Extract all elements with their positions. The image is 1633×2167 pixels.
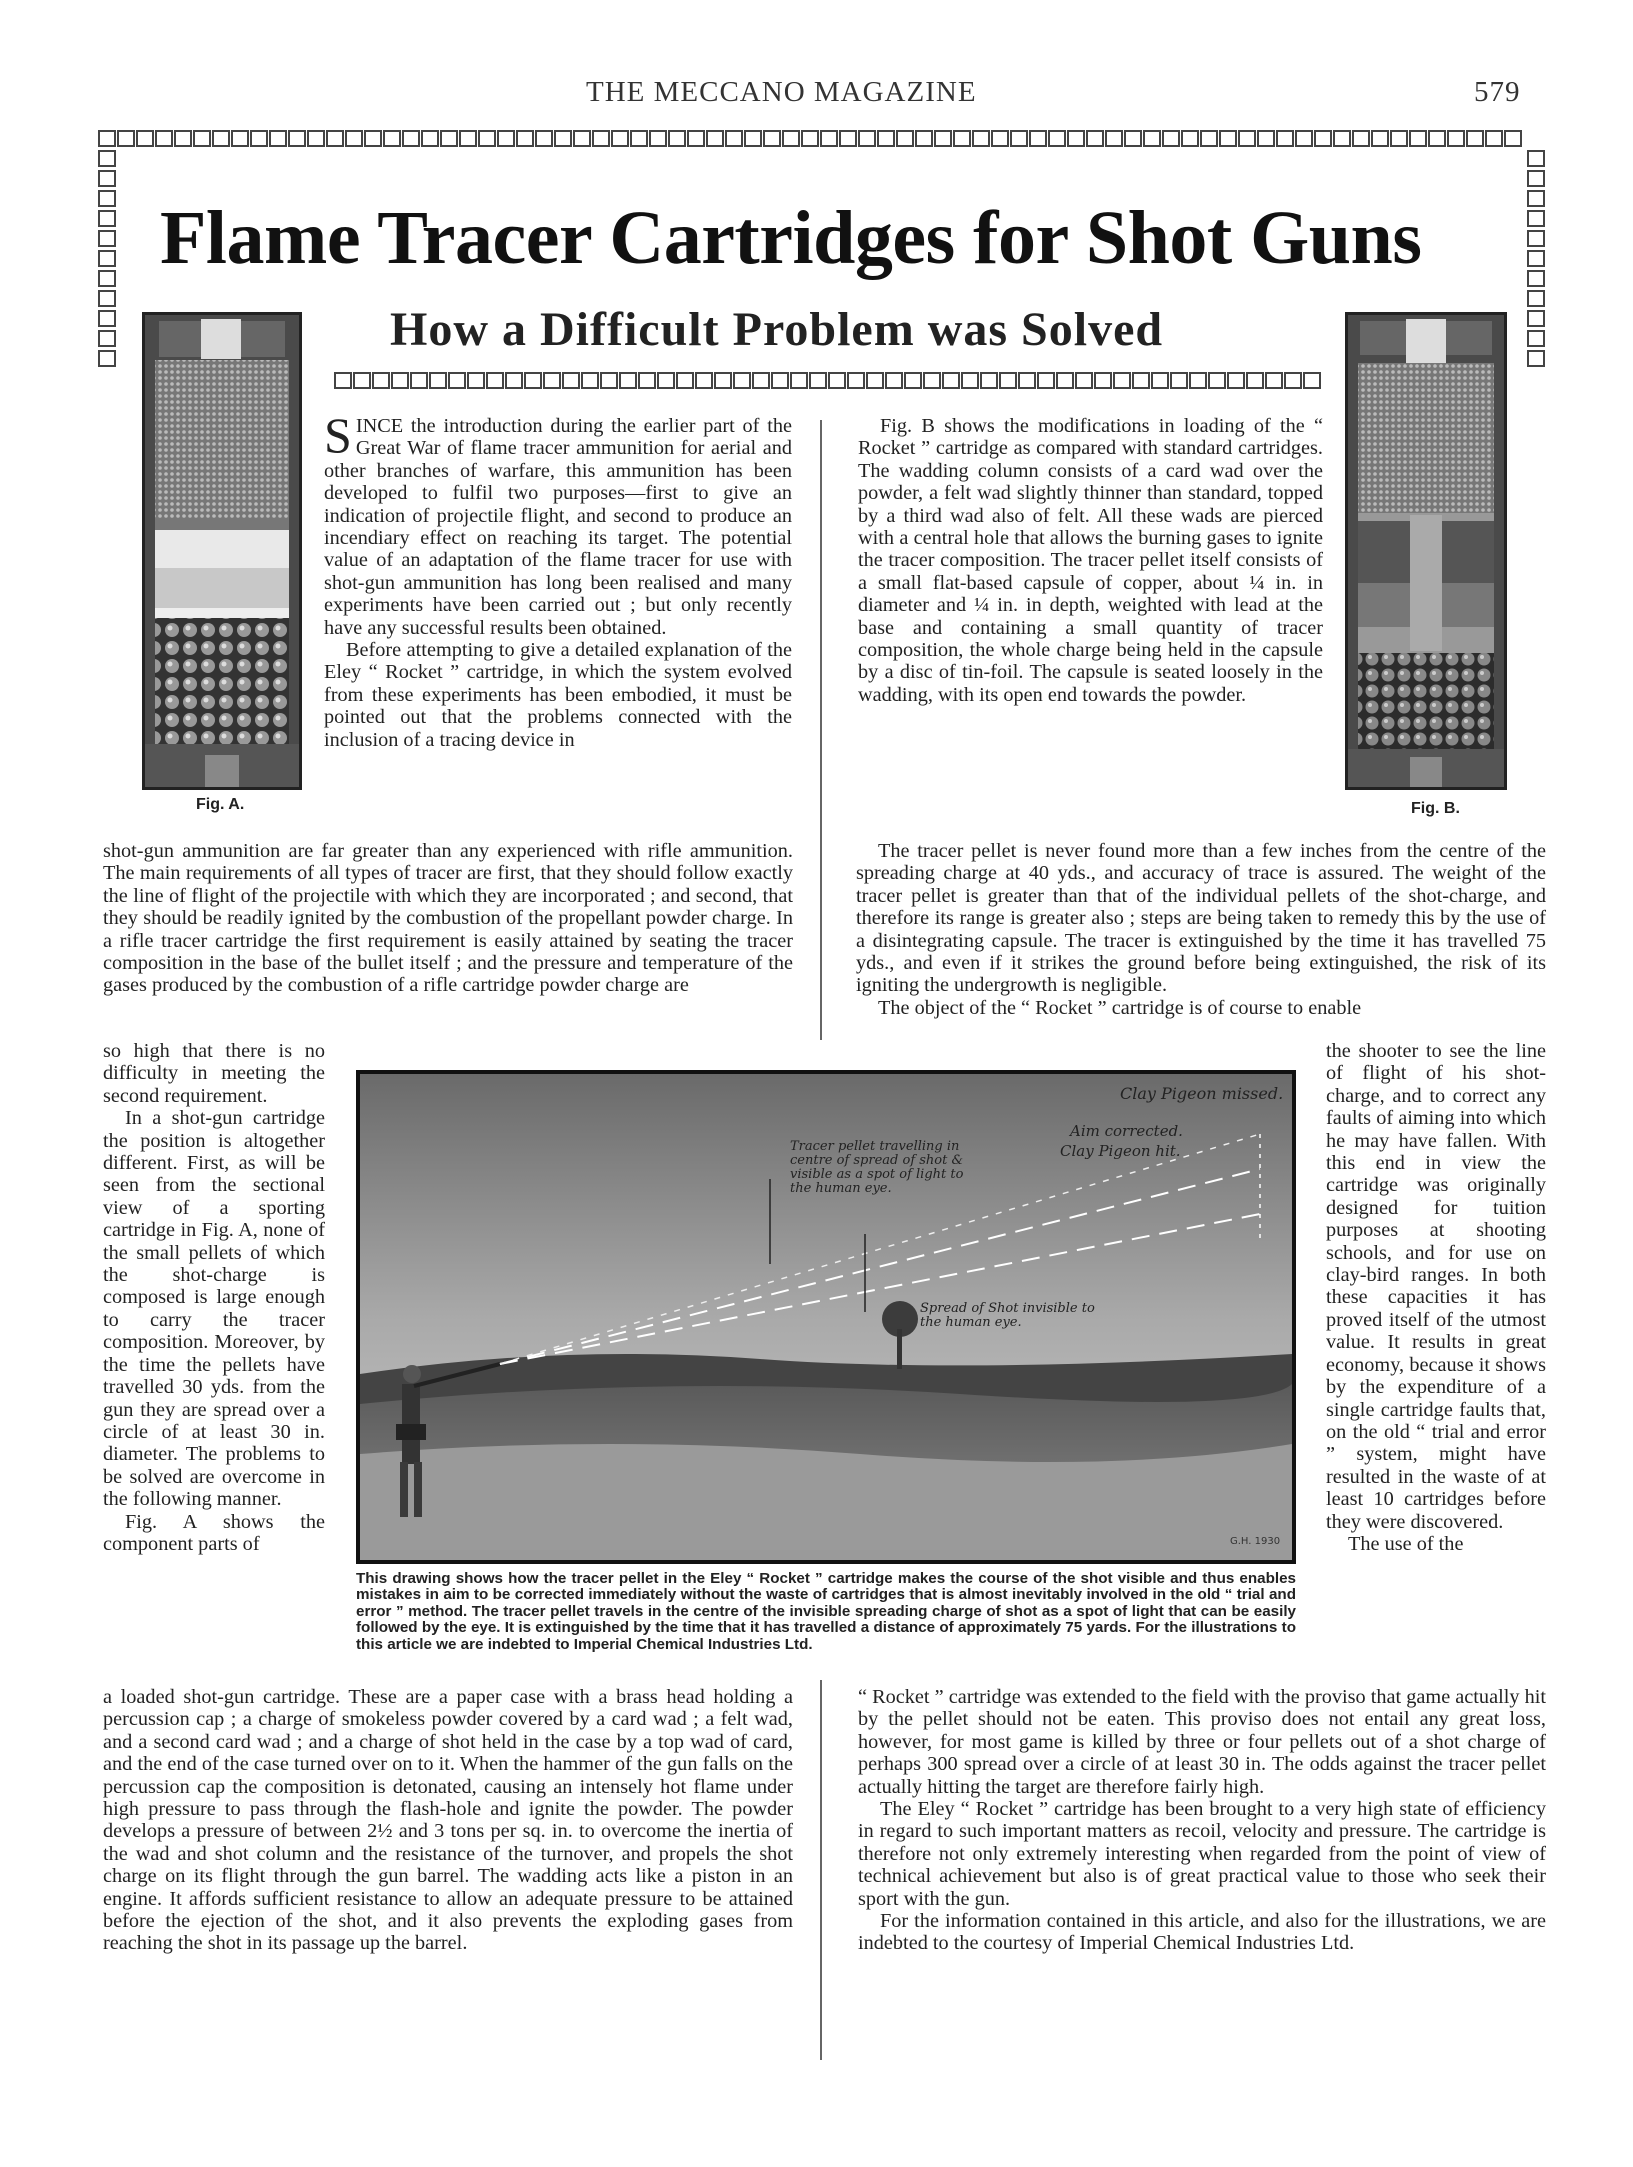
border-square [383, 130, 401, 147]
fig-a-cartridge-drawing [142, 312, 302, 790]
border-square [1143, 130, 1161, 147]
border-square [820, 130, 838, 147]
border-square [429, 372, 447, 389]
border-square [600, 372, 618, 389]
border-square [839, 130, 857, 147]
right-column-full [856, 840, 1546, 1019]
border-square [1276, 130, 1294, 147]
shooting-scene [360, 1074, 1292, 1560]
border-square [562, 372, 580, 389]
border-square [1219, 130, 1237, 147]
border-square [581, 372, 599, 389]
border-square [904, 372, 922, 389]
border-square [1200, 130, 1218, 147]
border-square [98, 150, 116, 167]
border-square [1132, 372, 1150, 389]
border-square [269, 130, 287, 147]
border-square [676, 372, 694, 389]
border-square [668, 130, 686, 147]
border-square [288, 130, 306, 147]
border-square [98, 210, 116, 227]
paragraph-intro [324, 407, 792, 639]
border-square [1162, 130, 1180, 147]
left-column-narrow [103, 1040, 325, 1555]
border-square [1466, 130, 1484, 147]
border-square [448, 372, 466, 389]
border-square [1527, 270, 1545, 287]
border-square [649, 130, 667, 147]
border-square [1037, 372, 1055, 389]
border-square [752, 372, 770, 389]
tracer-illustration [356, 1070, 1296, 1564]
left-column-bottom [103, 1686, 793, 1955]
paragraph-narrow-1: so high that there is no difficulty in meeting the second requirement. [103, 1040, 325, 1107]
right-column-top [858, 415, 1323, 706]
top-square-border [98, 130, 1522, 147]
border-square [1485, 130, 1503, 147]
border-square [250, 130, 268, 147]
aim-corrected-label: Aim corrected. [1070, 1122, 1183, 1140]
left-square-border [98, 150, 116, 367]
border-square [801, 130, 819, 147]
border-square [1527, 210, 1545, 227]
border-square [961, 372, 979, 389]
border-square [611, 130, 629, 147]
right-column-narrow [1326, 1040, 1546, 1555]
border-square [1527, 170, 1545, 187]
border-square [98, 330, 116, 347]
border-square [1527, 190, 1545, 207]
spread-of-shot-label: Spread of Shot invisible to the human eye. [920, 1302, 1095, 1330]
border-square [1314, 130, 1332, 147]
border-square [1067, 130, 1085, 147]
clay-missed-label: Clay Pigeon missed. [1120, 1084, 1284, 1103]
border-square [733, 372, 751, 389]
border-square [1105, 130, 1123, 147]
paragraph-field: “ Rocket ” cartridge was extended to the field with the proviso that game actually hit by the pellet should not be eaten. This proviso does not entail any great loss, however, for most game is killed by three or four pellets out of a shot charge of perhaps 300 spread over a circle of at least 30 in. The odds against the tracer pellet actually hitting the target are therefore fairly high. [858, 1686, 1546, 1798]
border-square [1246, 372, 1264, 389]
paragraph-before: Before attempting to give a detailed explanation of the Eley “ Rocket ” cartridge, in which the system evolved from these experiments has been embodied, it must be pointed out that the problems connected with the inclusion of a tracing device in [324, 639, 792, 751]
border-square [1409, 130, 1427, 147]
border-square [231, 130, 249, 147]
border-square [858, 130, 876, 147]
border-square [1238, 130, 1256, 147]
border-square [1527, 230, 1545, 247]
border-square [725, 130, 743, 147]
border-square [953, 130, 971, 147]
border-square [421, 130, 439, 147]
border-square [136, 130, 154, 147]
column-rule-bottom [820, 1680, 822, 2060]
left-column-top [324, 407, 792, 751]
border-square [155, 130, 173, 147]
paragraph-intro-text: INCE the introduction during the earlier part of the Great War of flame tracer ammunition for aerial and other branches of warfare, this ammunition has been developed to fulfil two purposes—first to give an indication of projectile flight, and second to produce an incendiary effect on reaching its target. The potential value of an adaptation of the flame tracer for use with shot-gun ammunition has long been realised and many experiments have been carried out ; but only recently have any successful results been obtained. [324, 415, 792, 639]
border-square [117, 130, 135, 147]
border-square [391, 372, 409, 389]
border-square [524, 372, 542, 389]
border-square [866, 372, 884, 389]
right-square-border [1527, 150, 1545, 367]
paragraph-narrow-right: the shooter to see the line of flight of his shot-charge, and to correct any faults of aiming into which he may have fallen. With this end in view the cartridge was originally designed for tuition purposes at shooting schools, and for use on clay-bird ranges. In both these capacities it has proved itself of the utmost value. It results in great economy, because it shows by the expenditure of a single cartridge faults that, on the old “ trial and error ” system, might have resulted in the waste of at least 10 cartridges before they were discovered. [1326, 1040, 1546, 1533]
border-square [212, 130, 230, 147]
border-square [809, 372, 827, 389]
border-square [516, 130, 534, 147]
border-square [1284, 372, 1302, 389]
border-square [193, 130, 211, 147]
border-square [915, 130, 933, 147]
border-square [486, 372, 504, 389]
border-square [1527, 310, 1545, 327]
paragraph-shotgun: shot-gun ammunition are far greater than any experienced with rifle ammunition. The main requirements of all types of tracer are first, that they should follow exactly the line of flight of the projectile with which they are incorporated ; and second, that they should be readily ignited by the combustion of the propellant powder charge. In a rifle tracer cartridge the first requirement is easily attained by seating the tracer composition in the base of the bullet itself ; and the pressure and temperature of the gases produced by the combustion of a rifle cartridge powder charge are [103, 840, 793, 997]
border-square [790, 372, 808, 389]
paragraph-fig-b: Fig. B shows the modifications in loading of the “ Rocket ” cartridge as compared with standard cartridges. The wadding column consists of a card wad over the powder, a felt wad slightly thinner than standard, topped by a third wad also of felt. All these wads are pierced with a central hole that allows the burning gases to ignite the tracer composition. The tracer pellet itself consists of a small flat-based capsule of copper, about ¼ in. in diameter and ¼ in. in depth, weighted with lead at the base and containing a small quantity of tracer composition, the whole charge being held in the capsule by a disc of tin-foil. The capsule is seated loosely in the wadding, with its open end towards the powder. [858, 415, 1323, 706]
border-square [1170, 372, 1188, 389]
border-square [402, 130, 420, 147]
border-square [592, 130, 610, 147]
border-square [1371, 130, 1389, 147]
border-square [630, 130, 648, 147]
column-rule-top [820, 420, 822, 1040]
border-square [372, 372, 390, 389]
border-square [98, 270, 116, 287]
border-square [1029, 130, 1047, 147]
paragraph-thanks: For the information contained in this article, and also for the illustrations, we are indebted to the courtesy of Imperial Chemical Industries Ltd. [858, 1910, 1546, 1955]
clay-hit-label: Clay Pigeon hit. [1060, 1142, 1181, 1160]
border-square [991, 130, 1009, 147]
border-square [98, 290, 116, 307]
border-square [98, 190, 116, 207]
page-number: 579 [1474, 76, 1521, 108]
border-square [972, 130, 990, 147]
border-square [1124, 130, 1142, 147]
border-square [1086, 130, 1104, 147]
border-square [98, 230, 116, 247]
border-square [942, 372, 960, 389]
paragraph-tracer-pellet: The tracer pellet is never found more than a few inches from the centre of the spreading charge at 40 yds., and accuracy of trace is assured. The weight of the tracer pellet is greater than that of the individual pellets of the shot-charge, and therefore its range is greater also ; steps are being taken to remedy this by the use of a disintegrating capsule. The tracer is extinguished by the time it has travelled 75 yds., and even if it strikes the ground before being extinguished, the risk of its igniting the undergrowth is negligible. [856, 840, 1546, 997]
fig-b-label: Fig. B. [1411, 800, 1460, 817]
border-square [714, 372, 732, 389]
border-square [847, 372, 865, 389]
paragraph-narrow-3: Fig. A shows the component parts of [103, 1510, 325, 1555]
border-square [364, 130, 382, 147]
border-square [877, 130, 895, 147]
border-square [505, 372, 523, 389]
border-square [478, 130, 496, 147]
paragraph-object: The object of the “ Rocket ” cartridge is of course to enable [878, 996, 1362, 1019]
paragraph-narrow-2: In a shot-gun cartridge the position is altogether different. First, as will be seen from the sectional view of a sporting cartridge in Fig. A, none of the small pellets of which the shot-charge is composed is large enough to carry the tracer composition. Moreover, by the time the pellets have travelled 30 yds. from the gun they are spread over a circle of at least 30 in. diameter. The problems to be solved are overcome in the following manner. [103, 1107, 325, 1511]
border-square [782, 130, 800, 147]
border-square [885, 372, 903, 389]
border-square [638, 372, 656, 389]
border-square [1018, 372, 1036, 389]
border-square [1048, 130, 1066, 147]
border-square [896, 130, 914, 147]
tracer-pellet-label: Tracer pellet travelling in centre of spread of shot & visible as a spot of light to the human eye. [790, 1140, 964, 1196]
border-square [1527, 250, 1545, 267]
border-square [1527, 330, 1545, 347]
paragraph-loaded-cartridge: a loaded shot-gun cartridge. These are a paper case with a brass head holding a percussion cap ; a charge of smokeless powder covered by a card wad ; a felt wad, and a second card wad ; and a charge of shot held in the case by a top wad of card, and the end of the case turned over on to it. When the hammer of the gun falls on the percussion cap the composition is detonated, causing an intensely hot flame under high pressure to pass through the flash-hole and ignite the powder. The powder develops a pressure of between 2½ and 3 tons per sq. in. to overcome the inertia of the wad and shot column and the resistance of the turnover, and propels the shot charge on its flight through the gun barrel. The wadding acts like a piston in an engine. It affords sufficient resistance to allow an adequate pressure to be attained before the ejection of the shot, and it also prevents the exploding gases from reaching the shot in its passage up the barrel. [103, 1686, 793, 1955]
border-square [1181, 130, 1199, 147]
border-square [687, 130, 705, 147]
border-square [980, 372, 998, 389]
border-square [619, 372, 637, 389]
border-square [98, 130, 116, 147]
border-square [1428, 130, 1446, 147]
fig-a-label: Fig. A. [196, 796, 245, 813]
paragraph-narrow-right-2: The use of the [1348, 1532, 1464, 1555]
fig-b-cartridge-drawing [1345, 312, 1507, 790]
border-square [174, 130, 192, 147]
border-square [1333, 130, 1351, 147]
border-square [1257, 130, 1275, 147]
border-square [554, 130, 572, 147]
border-square [744, 130, 762, 147]
border-square [1056, 372, 1074, 389]
border-square [657, 372, 675, 389]
border-square [999, 372, 1017, 389]
border-square [1151, 372, 1169, 389]
border-square [467, 372, 485, 389]
border-square [334, 372, 352, 389]
border-square [1303, 372, 1321, 389]
border-square [307, 130, 325, 147]
magazine-title: THE MECCANO MAGAZINE [586, 76, 977, 108]
border-square [543, 372, 561, 389]
border-square [98, 350, 116, 367]
border-square [1075, 372, 1093, 389]
border-square [497, 130, 515, 147]
illustration-caption: This drawing shows how the tracer pellet in the Eley “ Rocket ” cartridge makes the course of the shot visible and thus enables mistakes in aim to be corrected immediately without the waste of cartridges that is almost inevitably involved in the old “ trial and error ” method. The tracer pellet travels in the centre of the invisible spreading charge of shot as a spot of light that can be easily followed by the eye. It is extinguished by the time that it has travelled a distance of approximately 75 yards. For the illustrations to this article we are indebted to Imperial Chemical Industries Ltd. [356, 1570, 1296, 1653]
spread-label-box [920, 1302, 1120, 1342]
right-column-bottom [858, 1686, 1546, 1955]
title-square-rule [334, 372, 1321, 389]
border-square [1390, 130, 1408, 147]
border-square [98, 250, 116, 267]
border-square [1527, 290, 1545, 307]
border-square [1010, 130, 1028, 147]
border-square [695, 372, 713, 389]
left-column-full [103, 840, 793, 997]
border-square [1227, 372, 1245, 389]
paragraph-efficiency: The Eley “ Rocket ” cartridge has been brought to a very high state of efficiency in regard to such important matters as recoil, velocity and pressure. The cartridge is therefore not only extremely interesting when regarded from the point of view of technical achievement but also is of great practical value to those who seek their sport with the gun. [858, 1798, 1546, 1910]
border-square [459, 130, 477, 147]
drop-cap: S [324, 407, 352, 463]
border-square [1094, 372, 1112, 389]
border-square [1265, 372, 1283, 389]
article-subtitle: How a Difficult Problem was Solved [390, 303, 1164, 356]
artist-signature: G.H. 1930 [1230, 1536, 1281, 1547]
border-square [923, 372, 941, 389]
border-square [573, 130, 591, 147]
border-square [1527, 150, 1545, 167]
border-square [98, 310, 116, 327]
border-square [1208, 372, 1226, 389]
border-square [1447, 130, 1465, 147]
border-square [706, 130, 724, 147]
fig-a-cartridge-section [145, 315, 299, 787]
border-square [440, 130, 458, 147]
border-square [771, 372, 789, 389]
border-square [345, 130, 363, 147]
border-square [535, 130, 553, 147]
border-square [410, 372, 428, 389]
border-square [1352, 130, 1370, 147]
article-title: Flame Tracer Cartridges for Shot Guns [160, 196, 1422, 280]
tracer-label-box [790, 1140, 980, 1230]
border-square [1504, 130, 1522, 147]
fig-b-cartridge-section [1348, 315, 1504, 787]
border-square [353, 372, 371, 389]
border-square [828, 372, 846, 389]
border-square [1527, 350, 1545, 367]
border-square [763, 130, 781, 147]
border-square [1113, 372, 1131, 389]
border-square [326, 130, 344, 147]
border-square [1189, 372, 1207, 389]
border-square [98, 170, 116, 187]
border-square [934, 130, 952, 147]
border-square [1295, 130, 1313, 147]
